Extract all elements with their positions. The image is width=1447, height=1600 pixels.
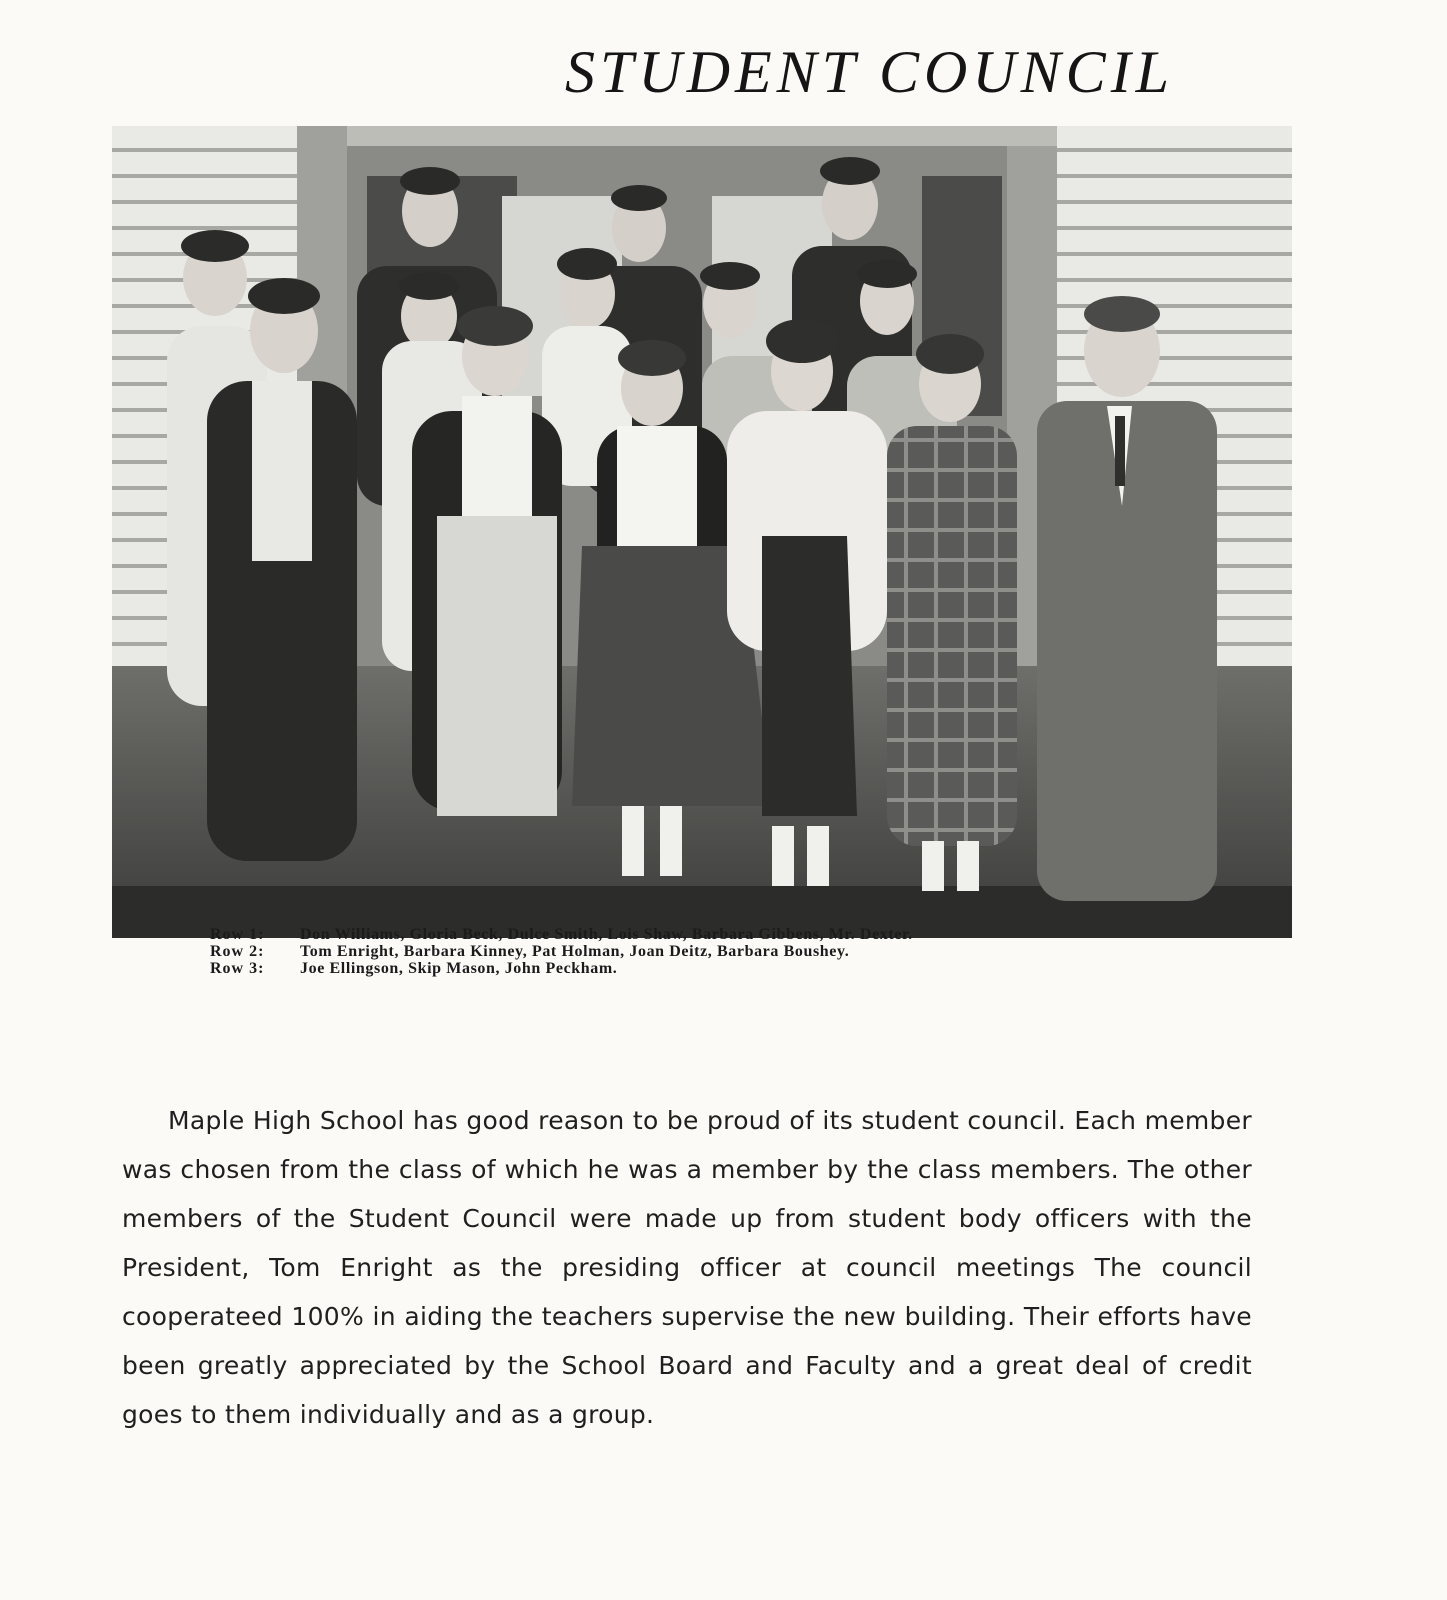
caption-row-1	[210, 926, 1210, 943]
photo-caption	[210, 926, 1210, 977]
group-photo	[112, 126, 1292, 938]
caption-row-2	[210, 943, 1210, 960]
caption-row-label: Row 2:	[210, 943, 265, 960]
caption-row-names: Joe Ellingson, Skip Mason, John Peckham.	[300, 960, 618, 977]
caption-row-names: Tom Enright, Barbara Kinney, Pat Holman, Joan Deitz, Barbara Boushey.	[300, 943, 850, 960]
caption-row-label: Row 3:	[210, 960, 265, 977]
page-title: STUDENT COUNCIL	[565, 39, 1175, 105]
caption-row-label: Row 1:	[210, 926, 265, 943]
caption-row-3	[210, 960, 1210, 977]
body-paragraph: Maple High School has good reason to be proud of its student council. Each member was chosen from the class of which he was a member by the class members. The other members of the Student Council were made up from student body officers with the President, Tom Enright as the presiding officer at council meetings The council cooperateed 100% in aiding the teachers supervise the new building. Their efforts have been greatly appreciated by the School Board and Faculty and a great deal of credit goes to them individually and as a group.	[122, 1106, 1252, 1429]
caption-row-names: Don Williams, Gloria Beck, Dulce Smith, Lois Shaw, Barbara Gibbens, Mr. Dexter.	[300, 926, 913, 943]
